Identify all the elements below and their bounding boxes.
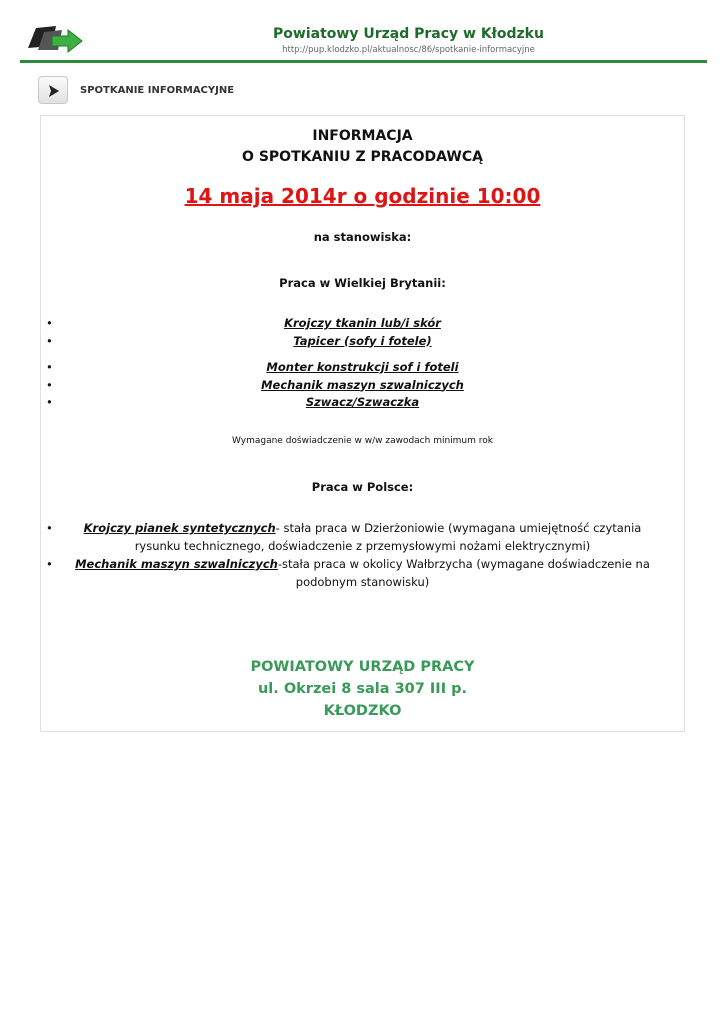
uk-section-label: Praca w Wielkiej Brytanii:	[279, 276, 446, 290]
article-heading-line2: O SPOTKANIU Z PRACODAWCĄ	[242, 149, 483, 165]
list-item: • Mechanik maszyn szwalniczych	[40, 377, 685, 395]
list-item: • Szwacz/Szwaczka	[40, 394, 685, 412]
list-item: • Tapicer (sofy i fotele)	[40, 333, 685, 351]
uk-jobs-list-1	[40, 315, 685, 350]
positions-label: na stanowiska:	[313, 230, 412, 244]
job-title: Krojczy pianek syntetycznych	[83, 521, 276, 535]
requirement-note: Wymagane doświadczenie w w/w zawodach minimum rok	[232, 436, 493, 446]
pl-jobs-list	[40, 519, 685, 591]
play-arrow-icon	[47, 84, 61, 98]
article-heading-line1: INFORMACJA	[312, 128, 413, 144]
section-bar	[38, 76, 698, 106]
header-divider	[20, 60, 707, 63]
job-title: Mechanik maszyn szwalniczych	[75, 557, 278, 571]
pl-section-label: Praca w Polsce:	[311, 480, 414, 494]
list-item	[40, 519, 685, 555]
job-description: -stała praca w okolicy Wałbrzycha (wymagane doświadczenie na podobnym stanowisku)	[277, 557, 650, 589]
site-title: Powiatowy Urząd Pracy w Kłodzku	[273, 26, 544, 42]
list-item	[40, 555, 685, 591]
list-item: • Monter konstrukcji sof i foteli	[40, 359, 685, 377]
list-item: • Krojczy tkanin lub/i skór	[40, 315, 685, 333]
section-button[interactable]	[38, 76, 68, 104]
footer-address: ul. Okrzei 8 sala 307 III p.	[257, 681, 468, 697]
page-url[interactable]: http://pup.klodzko.pl/aktualnosc/86/spotkanie-informacyjne	[282, 45, 535, 55]
job-description: - stała praca w Dzierżoniowie (wymagana umiejętność czytania rysunku technicznego, doświadczenie z przemysłowymi nożami elektrycznymi)	[134, 521, 642, 553]
footer-org-name: POWIATOWY URZĄD PRACY	[250, 659, 475, 675]
section-title: SPOTKANIE INFORMACYJNE	[80, 85, 235, 96]
meeting-date: 14 maja 2014r o godzinie 10:00	[184, 184, 541, 208]
page-header	[20, 18, 707, 62]
uk-jobs-list-2	[40, 359, 685, 412]
footer-city: KŁODZKO	[323, 703, 402, 719]
